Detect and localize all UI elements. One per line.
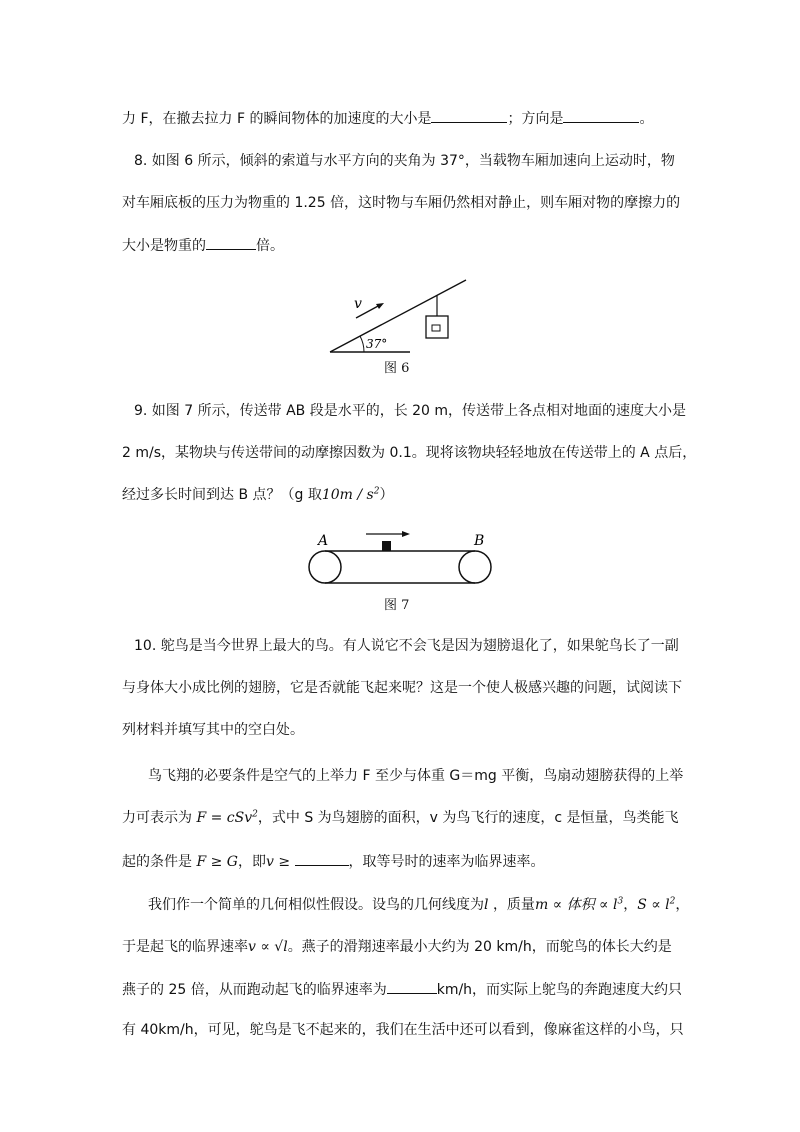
point-a-label: A	[318, 533, 329, 549]
answer-blank[interactable]	[431, 108, 507, 123]
question-10-line-4: 鸟飞翔的必要条件是空气的上举力 F 至少与体重 G＝mg 平衡，鸟扇动翅膀获得的上举	[148, 768, 684, 784]
left-pulley	[309, 551, 341, 583]
question-10-line-2: 与身体大小成比例的翅膀，它是否就能飞起来呢？这是一个使人极感兴趣的问题，试阅读下	[122, 680, 682, 696]
question-8-line-3: 大小是物重的 倍。	[122, 235, 800, 256]
question-10-line-10: 有 40km/h，可见，鸵鸟是飞不起来的，我们在生活中还可以看到，像麻雀这样的小鸟，只	[122, 1022, 684, 1038]
arrow-head-icon	[402, 531, 410, 537]
text-line: 力 F，在撤去拉力 F 的瞬间物体的加速度的大小是 ；方向是 。	[122, 108, 800, 129]
question-8-line-2: 对车厢底板的压力为物重的 1.25 倍，这时物与车厢仍然相对静止，则车厢对物的摩擦力的	[122, 195, 681, 211]
arrow-head-icon	[376, 303, 384, 309]
question-10-line-8: 于是起飞的临界速率v ∝ √l。燕子的滑翔速率最小大约为 20 km/h，而鸵鸟的体长大约是	[122, 939, 672, 955]
critical-speed-formula: v ∝ √l	[248, 939, 288, 955]
figure-6-incline-diagram	[320, 272, 480, 358]
figure-7-conveyor-diagram	[300, 530, 500, 596]
object-block	[432, 325, 440, 331]
point-b-label: B	[474, 533, 485, 549]
velocity-label: v	[354, 296, 362, 312]
gravity-formula: $10m / s^2$	[321, 486, 380, 503]
question-10-line-6: 起的条件是 F ≥ G，即v ≥ ，取等号时的速率为临界速率。	[122, 851, 800, 872]
question-9-line-1: 9. 如图 7 所示，传送带 AB 段是水平的，长 20 m，传送带上各点相对地面的速度大小是	[134, 403, 687, 419]
answer-blank[interactable]	[563, 108, 639, 123]
question-9-line-2: 2 m/s，某物块与传送带间的动摩擦因数为 0.1。现将该物块轻轻地放在传送带上的 A 点后，	[122, 445, 697, 461]
question-9-line-3: 经过多长时间到达 B 点？（g 取$10m / s^2$）	[122, 486, 394, 503]
figure-6-caption: 图 6	[384, 361, 410, 376]
takeoff-condition-formula: F ≥ G	[196, 854, 238, 870]
question-10-line-9: 燕子的 25 倍，从而跑动起飞的临界速率为 km/h，而实际上鸵鸟的奔跑速度大约只	[122, 979, 800, 1000]
mass-proportion-formula: m ∝ 体积 ∝ $l^3$	[534, 896, 624, 913]
velocity-condition-formula: v ≥	[265, 854, 291, 870]
answer-blank[interactable]	[295, 851, 349, 866]
object-block	[382, 541, 391, 551]
question-10-line-5: 力可表示为 F = cSv$^2$，式中 S 为鸟翅膀的面积，v 为鸟飞行的速度，c 是恒量，鸟类能飞	[122, 809, 679, 826]
question-8-line-1: 8. 如图 6 所示，倾斜的索道与水平方向的夹角为 37°，当载物车厢加速向上运动时，物	[134, 153, 675, 169]
angle-arc	[360, 336, 364, 352]
figure-7-caption: 图 7	[384, 598, 410, 613]
question-10-line-1: 10. 鸵鸟是当今世界上最大的鸟。有人说它不会飞是因为翅膀退化了，如果鸵鸟长了一副	[134, 638, 679, 654]
right-pulley	[459, 551, 491, 583]
question-10-line-7: 我们作一个简单的几何相似性假设。设鸟的几何线度为l ，质量m ∝ 体积 ∝ $l^3$，$S \propto l^2$，	[148, 896, 690, 913]
area-proportion-formula: $S \propto l^2$	[637, 896, 676, 913]
question-10-line-3: 列材料并填写其中的空白处。	[122, 722, 304, 738]
answer-blank[interactable]	[387, 979, 437, 994]
answer-blank[interactable]	[206, 235, 256, 250]
angle-label: 37°	[366, 337, 388, 351]
lift-formula: F = cSv$^2$	[196, 809, 258, 826]
